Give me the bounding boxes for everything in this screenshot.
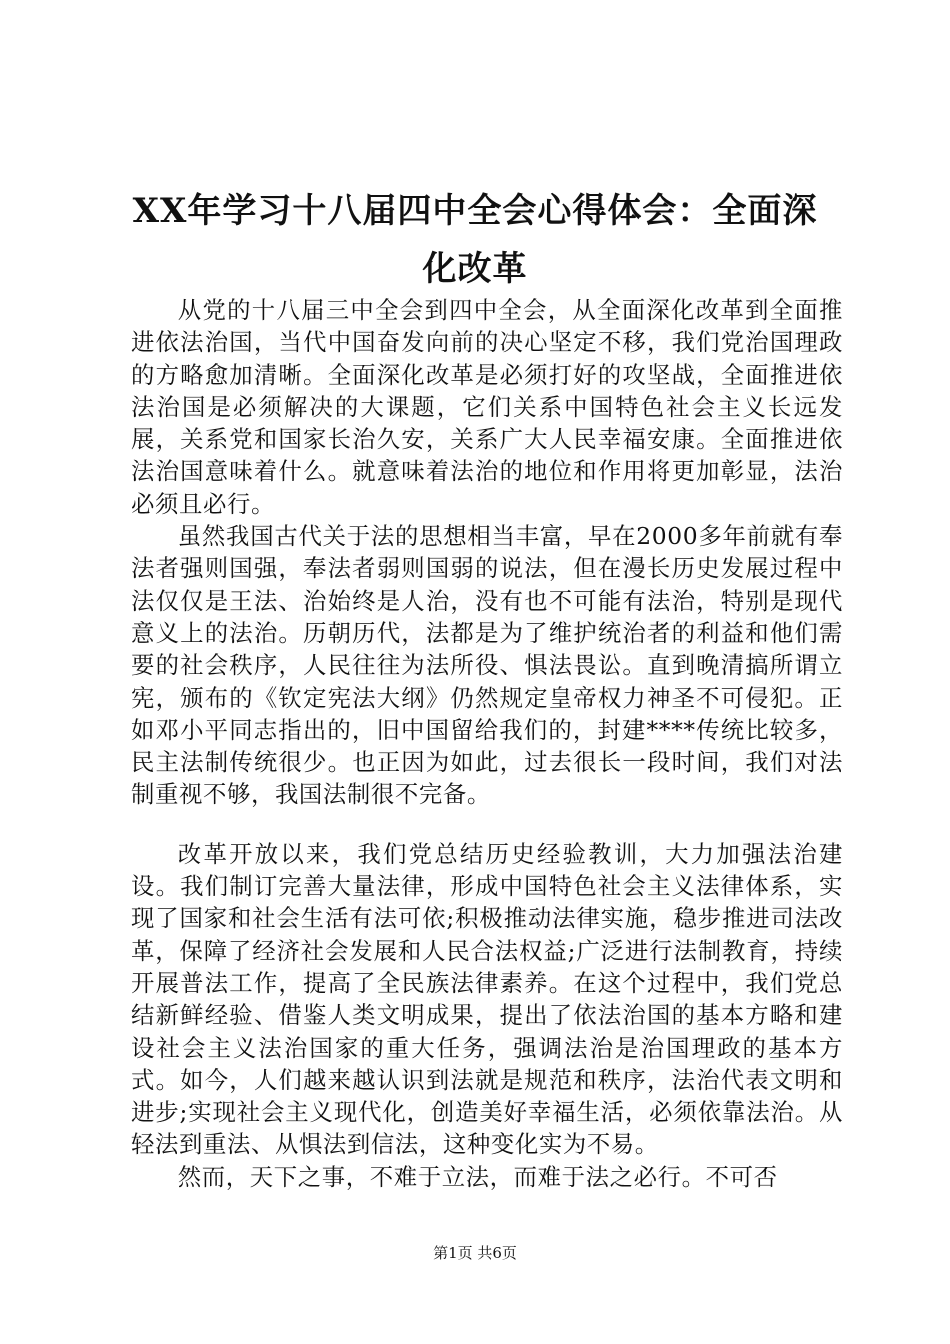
paragraph-2: 虽然我国古代关于法的思想相当丰富，早在2000多年前就有奉法者强则国强，奉法者弱则国弱的说法，但在漫长历史发展过程中法仅仅是王法、治始终是人治，没有也不可能有法治，特别是现代意义上的法治。历朝历代，法都是为了维护统治者的利益和他们需要的社会秩序，人民往往为法所役、惧法畏讼。直到晚清搞所谓立宪，颁布的《钦定宪法大纲》仍然规定皇帝权力神圣不可侵犯。正如邓小平同志指出的，旧中国留给我们的，封建****传统比较多，民主法制传统很少。也正因为如此，过去很长一段时间，我们对法制重视不够，我国法制很不完备。 [131,522,843,809]
paragraph-spacer [131,811,843,838]
page-footer: 第1页 共6页 [433,1244,517,1262]
document-body [131,294,843,1193]
title-line-1: XX年学习十八届四中全会心得体会：全面深 [132,191,818,231]
paragraph-4: 然而，天下之事，不难于立法，而难于法之必行。不可否 [177,1162,778,1191]
paragraph-3: 改革开放以来，我们党总结历史经验教训，大力加强法治建设。我们制订完善大量法律，形成中国特色社会主义法律体系，实现了国家和社会生活有法可依;积极推动法律实施，稳步推进司法改革，保障了经济社会发展和人民合法权益;广泛进行法制教育，持续开展普法工作，提高了全民族法律素养。在这个过程中，我们党总结新鲜经验、借鉴人类文明成果，提出了依法治国的基本方略和建设社会主义法治国家的重大任务，强调法治是治国理政的基本方式。如今，人们越来越认识到法就是规范和秩序，法治代表文明和进步;实现社会主义现代化，创造美好幸福生活，必须依靠法治。从轻法到重法、从惧法到信法，这种变化实为不易。 [131,839,843,1159]
title-line-2: 化改革 [422,249,528,289]
document-title [120,182,830,298]
paragraph-1: 从党的十八届三中全会到四中全会，从全面深化改革到全面推进依法治国，当代中国奋发向前的决心坚定不移，我们党治国理政的方略愈加清晰。全面深化改革是必须打好的攻坚战，全面推进依法治国是必须解决的大课题，它们关系中国特色社会主义长远发展，关系党和国家长治久安，关系广大人民幸福安康。全面推进依法治国意味着什么。就意味着法治的地位和作用将更加彰显，法治必须且必行。 [131,296,843,518]
